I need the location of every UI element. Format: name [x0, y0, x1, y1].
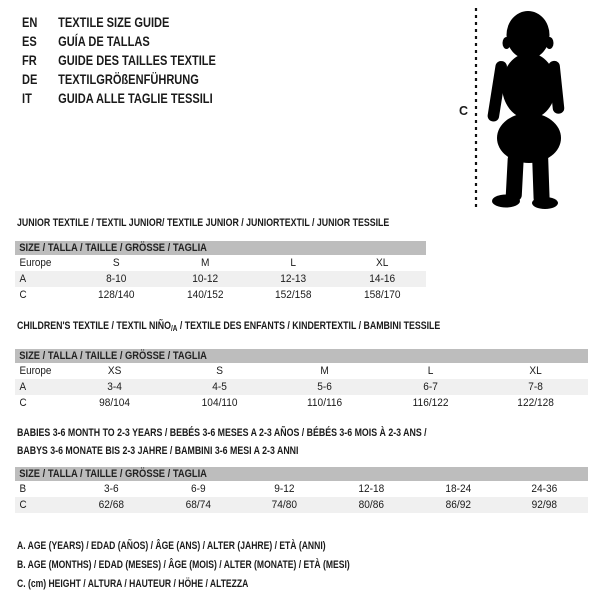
title-line: BABYS 3-6 MONATE BIS 2-3 JAHRE / BAMBINI 3-6 MESI A 2-3 ANNI	[17, 445, 299, 457]
size-cell: 4-5	[212, 381, 228, 393]
size-header-band	[15, 349, 588, 363]
row-label-cell: Europe	[19, 257, 52, 269]
language-row	[22, 13, 216, 32]
table-row-height	[15, 395, 588, 411]
language-row	[22, 70, 216, 89]
language-code: FR	[22, 53, 37, 68]
language-label: GUÍA DE TALLAS	[58, 34, 150, 49]
size-cell: S	[112, 257, 120, 269]
language-label: TEXTILE SIZE GUIDE	[58, 15, 170, 30]
size-header-band	[15, 467, 588, 481]
size-cell: 74/80	[272, 499, 298, 511]
row-label-cell: A	[19, 381, 27, 393]
size-cell: XL	[529, 365, 542, 377]
section-title-junior: JUNIOR TEXTILE / TEXTIL JUNIOR/ TEXTILE JUNIOR / JUNIORTEXTIL / JUNIOR TESSILE	[17, 217, 390, 229]
table-row-age	[15, 379, 588, 395]
language-code: IT	[22, 91, 32, 106]
size-cell: 140/152	[186, 289, 224, 301]
size-cell: 8-10	[106, 273, 127, 285]
size-cell: 12-13	[280, 273, 307, 285]
size-header-band	[15, 241, 426, 255]
size-cell: 128/140	[97, 289, 135, 301]
size-cell: 14-16	[368, 273, 395, 285]
footnote-a: A. AGE (YEARS) / EDAD (AÑOS) / ÂGE (ANS) / ALTER (JAHRE) / ETÀ (ANNI)	[17, 540, 326, 552]
size-cell: 6-7	[422, 381, 438, 393]
table-row-height	[15, 287, 426, 303]
row-label-cell: C	[19, 289, 27, 301]
size-cell: 3-4	[107, 381, 122, 393]
title-text: CHILDREN'S TEXTILE / TEXTIL NIÑO	[17, 320, 171, 332]
size-cell: 3-6	[104, 483, 119, 495]
size-table-junior	[15, 241, 426, 303]
size-cell: 104/110	[201, 397, 238, 409]
language-code: DE	[22, 72, 38, 87]
size-cell: 80/86	[358, 499, 385, 511]
size-cell: 152/158	[274, 289, 312, 301]
size-cell: 10-12	[191, 273, 218, 285]
size-cell: 110/116	[307, 397, 343, 409]
size-table-children	[15, 349, 588, 411]
row-label-cell: B	[19, 483, 27, 495]
language-row	[22, 89, 216, 108]
language-label: TEXTILGRÖßENFÜHRUNG	[58, 72, 199, 87]
size-cell: L	[427, 365, 434, 377]
size-cell: 24-36	[531, 483, 558, 495]
size-cell: 62/68	[98, 499, 124, 511]
row-label-cell: Europe	[19, 365, 52, 377]
table-row-months	[15, 481, 588, 497]
table-row-europe	[15, 255, 426, 271]
language-code: ES	[22, 34, 37, 49]
title-text: / TEXTILE DES ENFANTS / KINDERTEXTIL / BAMBINI TESSILE	[177, 320, 441, 332]
size-cell: 5-6	[317, 381, 333, 393]
language-row	[22, 32, 216, 51]
size-cell: 68/74	[185, 499, 211, 511]
title-line: BABIES 3-6 MONTH TO 2-3 YEARS / BEBÉS 3-6 MESES A 2-3 AÑOS / BÉBÉS 3-6 MOIS À 2-3 ANS /	[17, 427, 427, 439]
baby-silhouette	[487, 11, 565, 209]
size-cell: XL	[375, 257, 388, 269]
language-row	[22, 51, 216, 70]
footnote-c: C. (cm) HEIGHT / ALTURA / HAUTEUR / HÖHE / ALTEZZA	[17, 578, 249, 590]
language-list	[22, 13, 216, 108]
size-cell: 86/92	[445, 499, 471, 511]
size-cell: 6-9	[190, 483, 206, 495]
size-header-label: SIZE / TALLA / TAILLE / GRÖSSE / TAGLIA	[19, 350, 207, 362]
section-title-children	[17, 320, 440, 335]
size-cell: 122/128	[517, 397, 554, 409]
size-cell: S	[216, 365, 224, 377]
section-title-babies	[17, 424, 427, 460]
height-label-c: C	[459, 104, 469, 118]
title-subscript: /A	[170, 324, 178, 333]
language-label: GUIDA ALLE TAGLIE TESSILI	[58, 91, 213, 106]
size-cell: 18-24	[445, 483, 471, 495]
table-row-age	[15, 271, 426, 287]
size-table-babies	[15, 467, 588, 513]
size-cell: XS	[107, 365, 122, 377]
size-cell: L	[290, 257, 297, 269]
size-cell: 7-8	[528, 381, 543, 393]
size-cell: 98/104	[99, 397, 131, 409]
size-header-label: SIZE / TALLA / TAILLE / GRÖSSE / TAGLIA	[19, 468, 207, 480]
footnote-legend	[17, 537, 350, 594]
size-cell: 158/170	[363, 289, 401, 301]
footnote-b: B. AGE (MONTHS) / EDAD (MESES) / ÂGE (MOIS) / ALTER (MONATE) / ETÀ (MESI)	[17, 559, 350, 571]
size-cell: 116/122	[412, 397, 449, 409]
language-code: EN	[22, 15, 38, 30]
size-cell: M	[320, 365, 330, 377]
size-cell: M	[200, 257, 209, 269]
size-cell: 12-18	[358, 483, 385, 495]
language-label: GUIDE DES TAILLES TEXTILE	[58, 53, 216, 68]
size-header-label: SIZE / TALLA / TAILLE / GRÖSSE / TAGLIA	[19, 242, 207, 254]
row-label-cell: A	[19, 273, 27, 285]
baby-figure	[468, 5, 578, 211]
size-cell: 92/98	[532, 499, 558, 511]
row-label-cell: C	[19, 499, 27, 511]
size-cell: 9-12	[274, 483, 295, 495]
row-label-cell: C	[19, 397, 27, 409]
table-row-height	[15, 497, 588, 513]
table-row-europe	[15, 363, 588, 379]
